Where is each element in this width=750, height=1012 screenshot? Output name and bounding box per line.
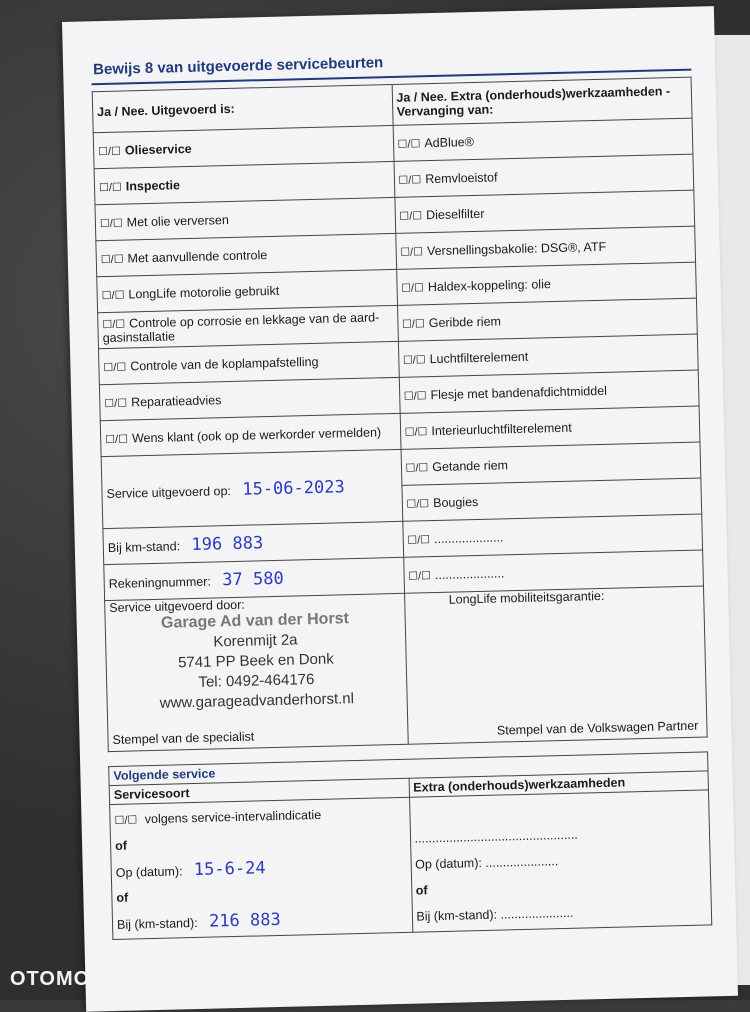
service-table xyxy=(92,77,708,752)
right-item-label: Versnellingsbakolie: DSG®, ATF xyxy=(426,239,607,258)
checkbox-pair[interactable]: ☐/☐ xyxy=(99,217,123,230)
checkbox-pair[interactable]: ☐/☐ xyxy=(104,397,128,410)
of-label-3: of xyxy=(415,883,428,898)
right-item-label: Bougies xyxy=(432,494,479,510)
right-item-label: Getande riem xyxy=(432,457,509,474)
right-item-label: Flesje met bandenafdichtmiddel xyxy=(430,383,608,402)
stamp-street: Korenmijt 2a xyxy=(213,631,298,651)
next-date-value[interactable]: 15-6-24 xyxy=(193,858,266,881)
checkbox-pair[interactable]: ☐/☐ xyxy=(105,433,129,446)
next-right-cell xyxy=(409,790,712,932)
checkbox-pair[interactable]: ☐/☐ xyxy=(402,353,426,367)
page-content xyxy=(83,47,699,932)
longlife-cell xyxy=(404,586,707,744)
right-header: Ja / Nee. Extra (onderhouds)werkzaamheden - Vervanging van: xyxy=(396,84,671,119)
next-km-value[interactable]: 216 883 xyxy=(208,909,281,932)
checkbox-pair[interactable]: ☐/☐ xyxy=(98,181,122,194)
extra-dots[interactable]: ............................................... xyxy=(414,827,578,846)
right-item-label: .................... xyxy=(433,529,504,546)
right-item-label: Geribde riem xyxy=(428,313,502,330)
checkbox-pair[interactable]: ☐/☐ xyxy=(98,145,122,158)
next-service-title: Volgende service xyxy=(113,766,216,783)
performed-by-label: Service uitgevoerd door: xyxy=(109,597,245,616)
left-item-label: LongLife motorolie gebruikt xyxy=(128,283,280,301)
right-item-label: .................... xyxy=(434,565,505,582)
right-header-cell xyxy=(392,77,692,125)
left-item-label: Inspectie xyxy=(125,177,181,193)
left-item-label: Reparatieadvies xyxy=(130,392,222,409)
extra-date[interactable]: Op (datum): ..................... xyxy=(415,854,559,872)
left-item-label: Olieservice xyxy=(124,141,192,157)
invoice-value[interactable]: 37 580 xyxy=(222,568,284,590)
stamp-tel: Tel: 0492-464176 xyxy=(198,671,315,691)
next-km-label: Bij (km-stand): xyxy=(116,915,198,932)
stamp-city: 5741 PP Beek en Donk xyxy=(177,650,334,672)
next-date-label: Op (datum): xyxy=(115,864,183,880)
left-item-label: Met olie verversen xyxy=(126,212,229,229)
of-label-2: of xyxy=(116,890,129,905)
checkbox-pair[interactable]: ☐/☐ xyxy=(404,425,428,439)
service-date-label: Service uitgevoerd op: xyxy=(106,483,232,501)
right-item-label: Luchtfilterelement xyxy=(429,349,529,366)
next-service-table xyxy=(108,751,712,940)
service-date-value[interactable]: 15-06-2023 xyxy=(242,476,345,500)
stamp-name: Garage Ad van der Horst xyxy=(160,610,350,632)
performed-by-cell xyxy=(105,593,408,751)
next-left-cell xyxy=(110,797,413,939)
checkbox-pair[interactable]: ☐/☐ xyxy=(103,361,127,374)
service-date-cell xyxy=(101,449,402,528)
right-item-label: Dieselfilter xyxy=(425,206,485,222)
checkbox-pair[interactable]: ☐/☐ xyxy=(406,497,430,511)
checkbox-pair[interactable]: ☐/☐ xyxy=(400,245,424,259)
right-item-label: Remvloeistof xyxy=(425,169,498,186)
left-item-label: Met aanvullende controle xyxy=(127,247,268,265)
interval-checkbox[interactable]: ☐/☐ xyxy=(114,814,138,827)
invoice-label: Rekeningnummer: xyxy=(108,574,212,591)
of-label-1: of xyxy=(114,838,128,853)
page-title: Bewijs 8 van uitgevoerde servicebeurten xyxy=(92,54,384,79)
left-item-label: Wens klant (ook op de werkorder vermelden) xyxy=(131,424,382,445)
checkbox-pair[interactable]: ☐/☐ xyxy=(401,317,425,331)
checkbox-pair[interactable]: ☐/☐ xyxy=(398,173,422,187)
specialist-stamp-label: Stempel van de specialist xyxy=(112,729,255,747)
longlife-label: LongLife mobiliteitsgarantie: xyxy=(448,588,605,607)
checkbox-pair[interactable]: ☐/☐ xyxy=(397,137,421,151)
right-item-label: AdBlue® xyxy=(424,134,475,150)
left-item-label: Controle van de koplampafstelling xyxy=(130,354,319,373)
checkbox-pair[interactable]: ☐/☐ xyxy=(399,209,423,223)
left-header-cell xyxy=(92,84,392,132)
right-item-label: Interieurluchtfilterelement xyxy=(431,420,572,438)
extra-km[interactable]: Bij (km-stand): ..................... xyxy=(416,905,574,924)
garage-stamp xyxy=(110,608,403,715)
km-label: Bij km-stand: xyxy=(107,538,181,555)
checkbox-pair[interactable]: ☐/☐ xyxy=(100,253,124,266)
checkbox-pair[interactable]: ☐/☐ xyxy=(102,318,126,331)
checkbox-pair[interactable]: ☐/☐ xyxy=(403,389,427,403)
service-type-label: Servicesoort xyxy=(113,786,190,802)
checkbox-pair[interactable]: ☐/☐ xyxy=(405,461,429,475)
watermark-logo: OTOMOTO xyxy=(10,968,120,990)
stamp-web: www.garageadvanderhorst.nl xyxy=(159,690,355,712)
right-item-label: Haldex-koppeling: olie xyxy=(427,276,551,294)
interval-label: volgens service-intervalindicatie xyxy=(144,807,322,827)
km-value[interactable]: 196 883 xyxy=(191,532,264,555)
extra-work-label: Extra (onderhouds)werkzaamheden xyxy=(413,775,626,795)
left-header: Ja / Nee. Uitgevoerd is: xyxy=(97,101,235,120)
checkbox-pair[interactable]: ☐/☐ xyxy=(407,533,431,547)
left-item-label: Controle op corrosie en lekkage van de aard-gasinstallatie xyxy=(102,309,380,345)
service-booklet-page xyxy=(62,6,738,1012)
checkbox-pair[interactable]: ☐/☐ xyxy=(400,281,425,295)
checkbox-pair[interactable]: ☐/☐ xyxy=(407,569,432,583)
vw-stamp-label: Stempel van de Volkswagen Partner xyxy=(496,718,699,738)
checkbox-pair[interactable]: ☐/☐ xyxy=(101,289,125,302)
